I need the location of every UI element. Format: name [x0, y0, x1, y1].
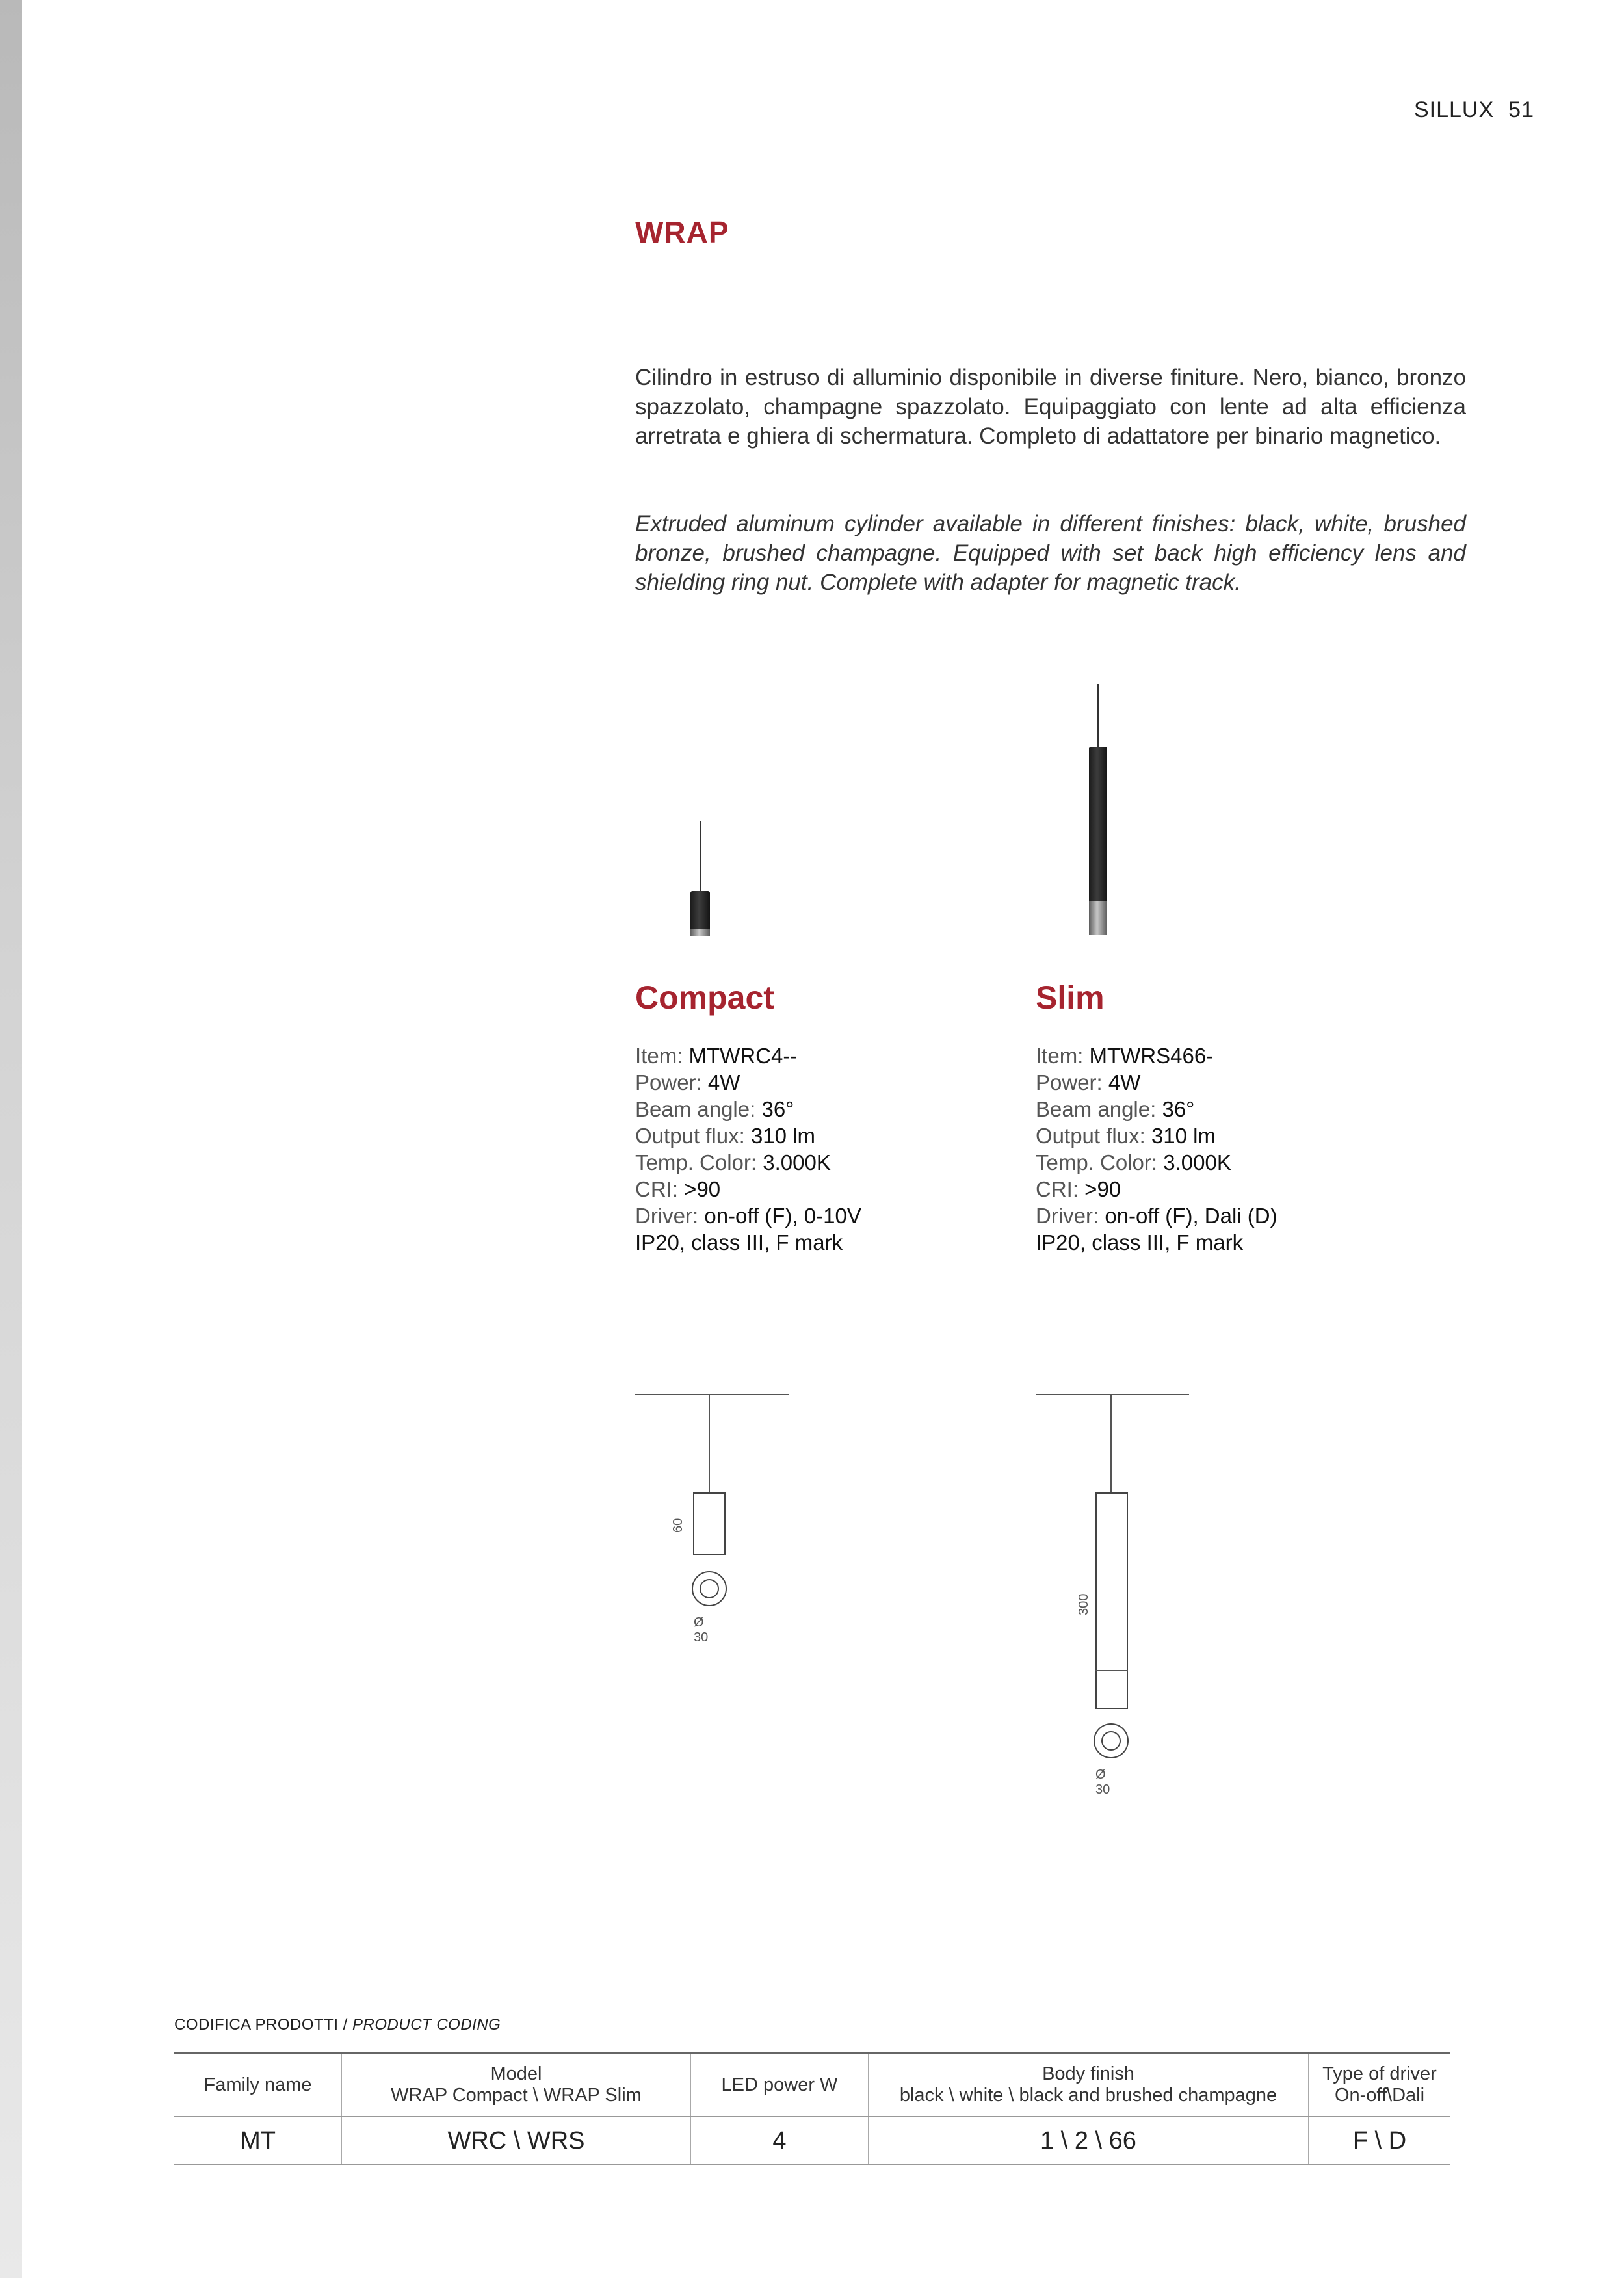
spec-row: Output flux: 310 lm — [635, 1124, 815, 1148]
product-coding-table — [174, 2052, 1450, 2165]
table-row — [174, 2117, 1450, 2165]
spec-list-compact — [635, 1042, 861, 1256]
page-header — [1365, 98, 1534, 123]
spec-row: Beam angle: 36° — [1036, 1097, 1195, 1121]
product-family-title: WRAP — [635, 215, 729, 249]
spec-row: Power: 4W — [1036, 1070, 1141, 1094]
spec-row: Temp. Color: 3.000K — [635, 1150, 831, 1174]
coding-header-family: Family name — [174, 2053, 342, 2117]
coding-header-led-power: LED power W — [691, 2053, 869, 2117]
coding-cell-family: MT — [174, 2117, 342, 2165]
compact-height-dimension: 60 — [671, 1518, 685, 1533]
coding-header-body-finish: Body finish black \ white \ black and brushed champagne — [869, 2053, 1309, 2117]
spec-row: Item: MTWRC4-- — [635, 1044, 798, 1068]
page-number: 51 — [1508, 98, 1534, 122]
product-coding-label: CODIFICA PRODOTTI / PRODUCT CODING — [174, 2016, 501, 2033]
coding-cell-body-finish: 1 \ 2 \ 66 — [869, 2117, 1309, 2165]
spec-row: CRI: >90 — [635, 1177, 721, 1201]
spec-row: Output flux: 310 lm — [1036, 1124, 1216, 1148]
product-title-slim: Slim — [1036, 979, 1105, 1016]
spec-row: Item: MTWRS466- — [1036, 1044, 1214, 1068]
spec-row-rating: IP20, class III, F mark — [1036, 1230, 1244, 1254]
coding-header-driver: Type of driver On-off\Dali — [1309, 2053, 1451, 2117]
coding-cell-model: WRC \ WRS — [342, 2117, 691, 2165]
spec-row: CRI: >90 — [1036, 1177, 1121, 1201]
spec-row: Driver: on-off (F), 0-10V — [635, 1204, 861, 1228]
spec-list-slim — [1036, 1042, 1277, 1256]
coding-cell-driver: F \ D — [1309, 2117, 1451, 2165]
spec-row: Beam angle: 36° — [635, 1097, 794, 1121]
spec-row: Driver: on-off (F), Dali (D) — [1036, 1204, 1277, 1228]
spec-row: Power: 4W — [635, 1070, 740, 1094]
product-title-compact: Compact — [635, 979, 774, 1016]
description-english: Extruded aluminum cylinder available in different finishes: black, white, brushed bronze, brushed champagne. Equipped with set back high efficiency lens and shielding ring nut. Complete with adapter for magnetic track. — [635, 511, 1466, 595]
spec-row: Temp. Color: 3.000K — [1036, 1150, 1231, 1174]
slim-height-dimension: 300 — [1077, 1593, 1091, 1615]
page-edge-bar — [0, 0, 22, 2278]
brand-name: SILLUX — [1413, 98, 1495, 122]
slim-diameter-dimension: Ø 30 — [1095, 1768, 1110, 1797]
description-italian: Cilindro in estruso di alluminio disponibile in diverse finiture. Nero, bianco, bronzo spazzolato, champagne spazzolato. Equipaggiato con lente ad alta efficienza arretrata e ghiera di schermatura. Completo di adattatore per binario magnetico. — [635, 365, 1466, 449]
coding-header-model: Model WRAP Compact \ WRAP Slim — [342, 2053, 691, 2117]
coding-header-row — [174, 2053, 1450, 2117]
compact-diameter-dimension: Ø 30 — [694, 1615, 709, 1645]
spec-row-rating: IP20, class III, F mark — [635, 1230, 843, 1254]
coding-cell-led-power: 4 — [691, 2117, 869, 2165]
